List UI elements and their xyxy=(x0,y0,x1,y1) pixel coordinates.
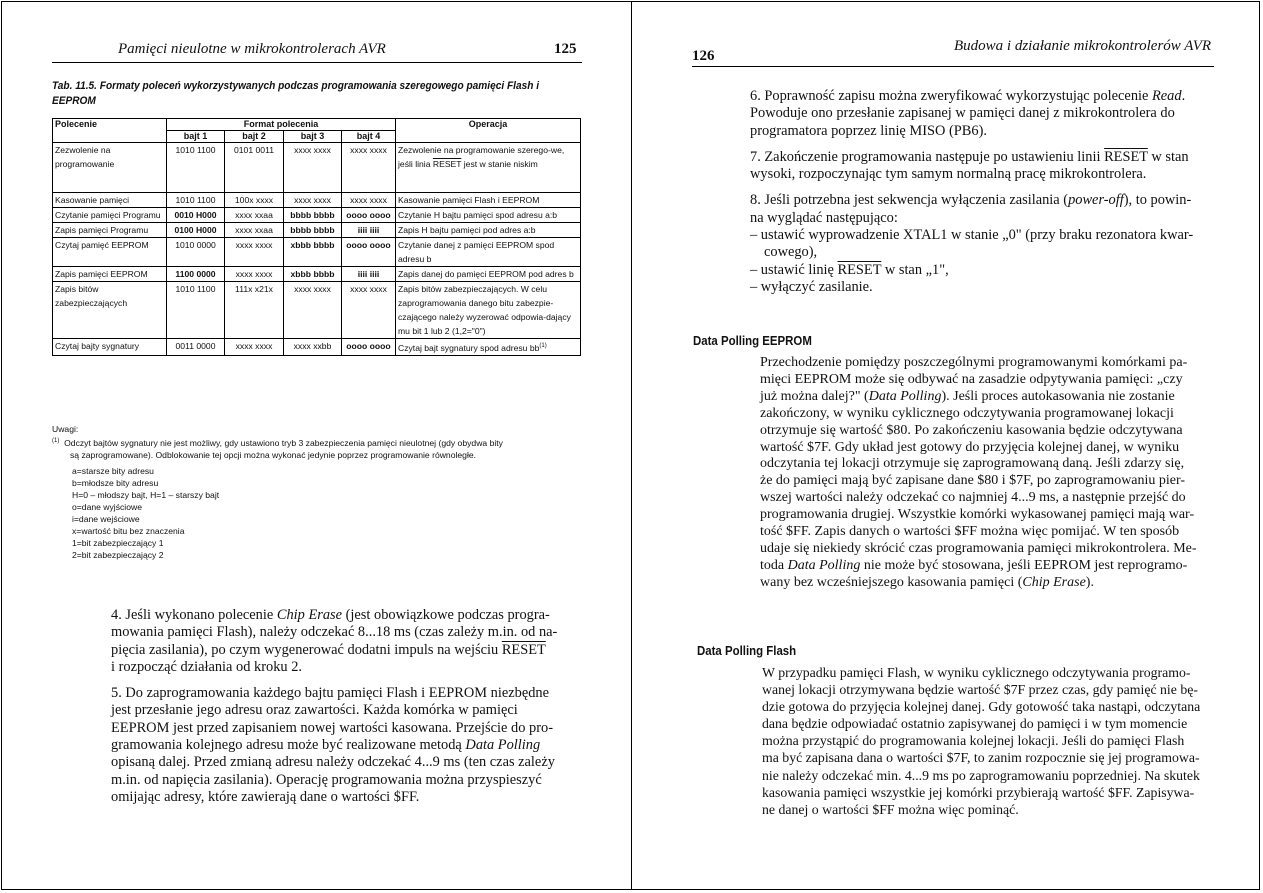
cell-byte3: bbbb bbbb xyxy=(284,223,342,238)
text-line: ne danej o wartości $FF można więc pominąć. xyxy=(762,801,1019,817)
text-line: odczytania tej lokacji otrzymuje się zaprogramowaną daną. Jeśli zdarzy się, xyxy=(760,456,1185,472)
cell-byte2: 111x x21x xyxy=(225,282,284,339)
cell-byte1: 0010 H000 xyxy=(167,208,225,223)
command-format-table xyxy=(52,118,581,356)
cell-byte1: 0100 H000 xyxy=(167,223,225,238)
text-span: już można dalej?" ( xyxy=(760,388,869,404)
text-line: ma być zapisana dana o wartości $7F, to zanim rozpocznie się jej programowa- xyxy=(762,750,1200,766)
table-row xyxy=(53,143,581,193)
cell-byte3: xbbb bbbb xyxy=(284,267,342,282)
cell-byte3: xxxx xxxx xyxy=(284,193,342,208)
cell-byte4: oooo oooo xyxy=(342,339,396,356)
header-rule xyxy=(52,62,582,63)
text-span: (jest obowiązkowe podczas progra- xyxy=(342,607,550,623)
cell-operation: Czytanie H bajtu pamięci spod adresu a:b xyxy=(396,208,581,223)
cell-byte3: xxxx xxbb xyxy=(284,339,342,356)
text-span: pięcia zasilania), po czym wygenerować dodatni impuls na wejściu xyxy=(111,641,502,658)
cell-byte2: xxxx xxxx xyxy=(225,238,284,267)
header-command: Polecenie xyxy=(53,119,167,143)
legend-item: 1=bit zabezpieczający 1 xyxy=(72,537,164,548)
text-line xyxy=(750,192,1220,209)
cell-operation xyxy=(396,339,581,356)
cell-command: Zezwolenie na programowanie xyxy=(53,143,167,193)
paragraph-step-6 xyxy=(750,88,1220,140)
cell-byte2: 0101 0011 xyxy=(225,143,284,193)
left-body-text xyxy=(111,607,581,815)
cell-byte3: xxxx xxxx xyxy=(284,143,342,193)
legend-item: 2=bit zabezpieczający 2 xyxy=(72,549,164,560)
op-text: Zezwolenie na programowanie szerego-we, jeśli linia xyxy=(398,145,565,169)
text-line xyxy=(111,607,581,624)
text-line xyxy=(760,575,1222,592)
cell-byte2: 100x xxxx xyxy=(225,193,284,208)
header-byte4: bajt 4 xyxy=(342,131,396,143)
text-span: w stan „1", xyxy=(881,261,949,278)
text-emphasis: Read xyxy=(1152,88,1182,104)
legend-item: a=starsze bity adresu xyxy=(72,465,154,476)
text-line xyxy=(750,149,1220,166)
text-span: gramowania kolejnego adresu może być realizowane metodą xyxy=(111,737,466,754)
table-header-row xyxy=(53,119,581,131)
reset-signal: RESET xyxy=(837,261,882,278)
cell-byte1: 1100 0000 xyxy=(167,267,225,282)
page-number: 126 xyxy=(692,48,715,64)
text-span: – ustawić linię xyxy=(750,261,838,278)
table-row xyxy=(53,339,581,356)
footnote-marker: (1) xyxy=(539,343,547,349)
cell-operation: Czytanie danej z pamięci EEPROM spod adresu b xyxy=(396,238,581,267)
notes-title: Uwagi: xyxy=(52,424,79,434)
text-line xyxy=(750,262,1220,279)
table-row xyxy=(53,208,581,223)
cell-byte4: iiii iiii xyxy=(342,223,396,238)
text-line: nie należy odczekać min. 4...9 ms po zaprogramowaniu poprzedniej. Na skutek xyxy=(762,767,1200,783)
cell-byte4: oooo oooo xyxy=(342,208,396,223)
text-span: 6. Poprawność zapisu można zweryfikować wykorzystując polecenie xyxy=(750,88,1152,104)
text-line: można przystąpić do programowania kolejnej lokacji. Jeśli do pamięci Flash xyxy=(762,733,1185,749)
cell-operation: Zapis danej do pamięci EEPROM pod adres b xyxy=(396,267,581,282)
cell-byte2: xxxx xxaa xyxy=(225,223,284,238)
footnote-marker: (1) xyxy=(52,438,60,444)
cell-command: Kasowanie pamięci xyxy=(53,193,167,208)
cell-command: Czytaj pamięć EEPROM xyxy=(53,238,167,267)
op-text: Czytaj bajt sygnatury spod adresu bb xyxy=(398,342,540,353)
text-span: . xyxy=(1181,88,1186,104)
text-line xyxy=(111,737,581,754)
right-page xyxy=(632,0,1263,893)
cell-byte3: xbbb bbbb xyxy=(284,238,342,267)
header-format: Format polecenia xyxy=(167,119,396,131)
text-line: opisaną dalej. Przed zmianą adresu należy odczekać 4...9 ms (ten czas zależy xyxy=(111,754,555,771)
text-line: dzie gotowa do przyjęcia kolejnej danej. Gdy gotowość taka nastąpi, odczytana xyxy=(762,699,1201,715)
cell-operation xyxy=(396,143,581,193)
cell-byte1: 1010 0000 xyxy=(167,238,225,267)
text-line: mięci EEPROM może się odbywać na zasadzie odpytywania pamięci: „czy xyxy=(760,371,1183,387)
header-byte2: bajt 2 xyxy=(225,131,284,143)
header-operation: Operacja xyxy=(396,119,581,143)
paragraph-flash xyxy=(762,664,1220,818)
legend-item: b=młodsze bity adresu xyxy=(72,477,159,488)
text-line: tość $FF. Zapis danych o wartości $FF można więc pomijać. W ten sposób xyxy=(760,524,1180,540)
text-line: zakończony, w wyniku cyklicznego odczytywania programowanej lokacji xyxy=(760,405,1174,421)
cell-byte2: xxxx xxaa xyxy=(225,208,284,223)
paragraph-step-7 xyxy=(750,149,1220,184)
footnote-text: Odczyt bajtów sygnatury nie jest możliwy, gdy ustawiono tryb 3 zabezpieczenia pamięci nieulotnej (gdy obydwa bity xyxy=(64,437,503,448)
table-row xyxy=(53,267,581,282)
cell-byte1: 1010 1100 xyxy=(167,193,225,208)
paragraph-eeprom xyxy=(760,355,1222,592)
header-byte3: bajt 3 xyxy=(284,131,342,143)
cell-byte4: xxxx xxxx xyxy=(342,143,396,193)
cell-byte3: xxxx xxxx xyxy=(284,282,342,339)
op-text: jest w stanie niskim xyxy=(461,159,538,169)
table-row xyxy=(53,282,581,339)
text-line xyxy=(760,389,1222,406)
running-head: Pamięci nieulotne w mikrokontrolerach AVR xyxy=(118,41,386,57)
cell-command: Zapis bitów zabezpieczających xyxy=(53,282,167,339)
text-line xyxy=(111,642,581,659)
text-emphasis: Data Polling xyxy=(787,557,861,573)
text-line: 5. Do zaprogramowania każdego bajtu pamięci Flash i EEPROM niezbędne xyxy=(111,685,549,702)
cell-byte1: 0011 0000 xyxy=(167,339,225,356)
table-notes xyxy=(52,423,592,561)
cell-byte1: 1010 1100 xyxy=(167,282,225,339)
cell-operation: Zapis H bajtu pamięci pod adres a:b xyxy=(396,223,581,238)
reset-signal: RESET xyxy=(501,641,546,658)
op-reset-signal: RESET xyxy=(432,159,462,169)
text-line: cowego), xyxy=(764,244,818,261)
legend-item: x=wartość bitu bez znaczenia xyxy=(72,525,185,536)
section-heading-flash: Data Polling Flash xyxy=(697,643,797,658)
text-line: – wyłączyć zasilanie. xyxy=(750,278,873,295)
footnote-line xyxy=(52,435,592,449)
text-line: jest przesłanie jego adresu oraz zawartości. Każda komórka w pamięci xyxy=(111,702,518,719)
cell-byte2: xxxx xxxx xyxy=(225,339,284,356)
text-span: 7. Zakończenie programowania następuje po ustawieniu linii xyxy=(750,148,1105,165)
legend-item: i=dane wejściowe xyxy=(72,513,140,524)
text-line: wszej wartości należy odczekać co najmniej 4...9 ms, a następnie przejść do xyxy=(760,490,1186,506)
text-span: ). xyxy=(1085,574,1094,590)
text-line: mowania pamięci Flash), należy odczekać 8...18 ms (czas zależy m.in. od na- xyxy=(111,624,558,641)
text-line: wartość $7F. Gdy układ jest gotowy do przyjęcia kolejnej danej, w wyniku xyxy=(760,439,1180,455)
cell-operation: Kasowanie pamięci Flash i EEPROM xyxy=(396,193,581,208)
text-line: Przechodzenie pomiędzy poszczególnymi programowanymi komórkami pa- xyxy=(760,355,1188,370)
text-line: – ustawić wyprowadzenie XTAL1 w stanie „0" (przy braku rezonatora kwar- xyxy=(750,227,1194,244)
legend-item: o=dane wyjściowe xyxy=(72,501,142,512)
cell-operation: Zapis bitów zabezpieczających. W celu zaprogramowania danego bitu zabezpie-czającego należy wyzerować odpowia-dający mu bit 1 lub 2 (1,2="0") xyxy=(396,282,581,339)
text-line: m.in. od napięcia zasilania). Operację programowania można przyspieszyć xyxy=(111,771,542,788)
cell-byte4: xxxx xxxx xyxy=(342,282,396,339)
reset-signal: RESET xyxy=(1104,148,1148,165)
cell-command: Zapis pamięci EEPROM xyxy=(53,267,167,282)
flash-section-text xyxy=(762,664,1220,827)
text-line: na wyglądać następująco: xyxy=(750,209,898,226)
text-span: 4. Jeśli wykonano polecenie xyxy=(111,607,277,623)
text-emphasis: Chip Erase xyxy=(1022,574,1086,590)
text-line xyxy=(750,88,1220,105)
text-emphasis: power-off xyxy=(1068,192,1124,209)
text-line: W przypadku pamięci Flash, w wyniku cyklicznego odczytywania programo- xyxy=(762,665,1191,680)
paragraph-step-8 xyxy=(750,192,1220,296)
text-line: i rozpocząć działania od kroku 2. xyxy=(111,658,302,675)
cell-byte3: bbbb bbbb xyxy=(284,208,342,223)
text-line: kasowania pamięci wszystkie jej komórki przybierają wartość $FF. Zapisywa- xyxy=(762,784,1195,800)
text-span: nie może być stosowana, jeśli EEPROM jest reprogramo- xyxy=(860,557,1188,573)
running-head: Budowa i działanie mikrokontrolerów AVR xyxy=(954,38,1212,54)
cell-command: Czytanie pamięci Programu xyxy=(53,208,167,223)
paragraph-step-5 xyxy=(111,685,581,806)
text-span: 8. Jeśli potrzebna jest sekwencja wyłączenia zasilania ( xyxy=(750,192,1069,209)
right-body-text-top xyxy=(750,88,1220,305)
cell-byte2: xxxx xxxx xyxy=(225,267,284,282)
text-line: omijając adresy, które zawierają dane o wartości $FF. xyxy=(111,788,420,805)
left-page xyxy=(0,0,631,893)
footnote-line: są zaprogramowane). Odblokowanie tej opcji można wykonać jedynie poprzez programowanie równoległe. xyxy=(70,449,477,460)
eeprom-section-text xyxy=(760,355,1222,601)
text-line: otrzymuje się wartość $80. Po zakończeniu kasowania będzie odczytywana xyxy=(760,422,1183,438)
text-emphasis: Data Polling xyxy=(465,737,541,754)
text-line: że do pamięci mają być zapisane dane $80 i $7F, po zaprogramowaniu pier- xyxy=(760,473,1186,489)
text-line: wanej lokacji otrzymywana będzie wartość $7F przez czas, gdy pamięć nie bę- xyxy=(762,682,1198,698)
text-emphasis: Chip Erase xyxy=(276,607,343,623)
table-row xyxy=(53,223,581,238)
header-rule xyxy=(692,66,1214,67)
legend-item: H=0 – młodszy bajt, H=1 – starszy bajt xyxy=(72,489,220,500)
page-number: 125 xyxy=(554,41,577,57)
cell-byte4: oooo oooo xyxy=(342,238,396,267)
text-line: dana będzie odpowiadać ostatnio zapisywanej do pamięci i w tym momencie xyxy=(762,716,1188,732)
text-span: wany bez wcześniejszego kasowania pamięci ( xyxy=(760,574,1023,590)
cell-command: Czytaj bajty sygnatury xyxy=(53,339,167,356)
section-heading-eeprom: Data Polling EEPROM xyxy=(693,333,812,348)
text-line: wysoki, rozpoczynając tym samym normalną pracę mikrokontrolera. xyxy=(750,166,1147,183)
text-span: ), to powin- xyxy=(1123,192,1192,209)
text-span: toda xyxy=(760,557,788,573)
cell-command: Zapis pamięci Programu xyxy=(53,223,167,238)
text-emphasis: Data Polling xyxy=(868,388,942,404)
table-caption: Tab. 11.5. Formaty poleceń wykorzystywanych podczas programowania szeregowego pamięci Flash i EEPROM xyxy=(52,80,540,107)
text-line: programatora poprzez linię MISO (PB6). xyxy=(750,122,987,139)
text-span: ). Jeśli proces autokasowania nie zostanie xyxy=(941,388,1175,404)
text-line: EEPROM jest przed zapisaniem nowej wartości kasowana. Przejście do pro- xyxy=(111,719,553,736)
cell-byte4: xxxx xxxx xyxy=(342,193,396,208)
text-line: udaje się niekiedy skrócić czas programowania pamięci mikrokontrolera. Me- xyxy=(760,540,1197,556)
text-line: programowania drugiej. Wszystkie komórki wykasowanej pamięci mają war- xyxy=(760,507,1195,523)
paragraph-step-4 xyxy=(111,607,581,676)
header-byte1: bajt 1 xyxy=(167,131,225,143)
text-span: w stan xyxy=(1147,148,1189,165)
cell-byte4: iiii iiii xyxy=(342,267,396,282)
text-line xyxy=(760,558,1222,575)
table-row xyxy=(53,238,581,267)
table-row xyxy=(53,193,581,208)
text-line: Powoduje ono przesłanie zapisanej w pamięci danej z mikrokontrolera do xyxy=(750,105,1175,122)
cell-byte1: 1010 1100 xyxy=(167,143,225,193)
